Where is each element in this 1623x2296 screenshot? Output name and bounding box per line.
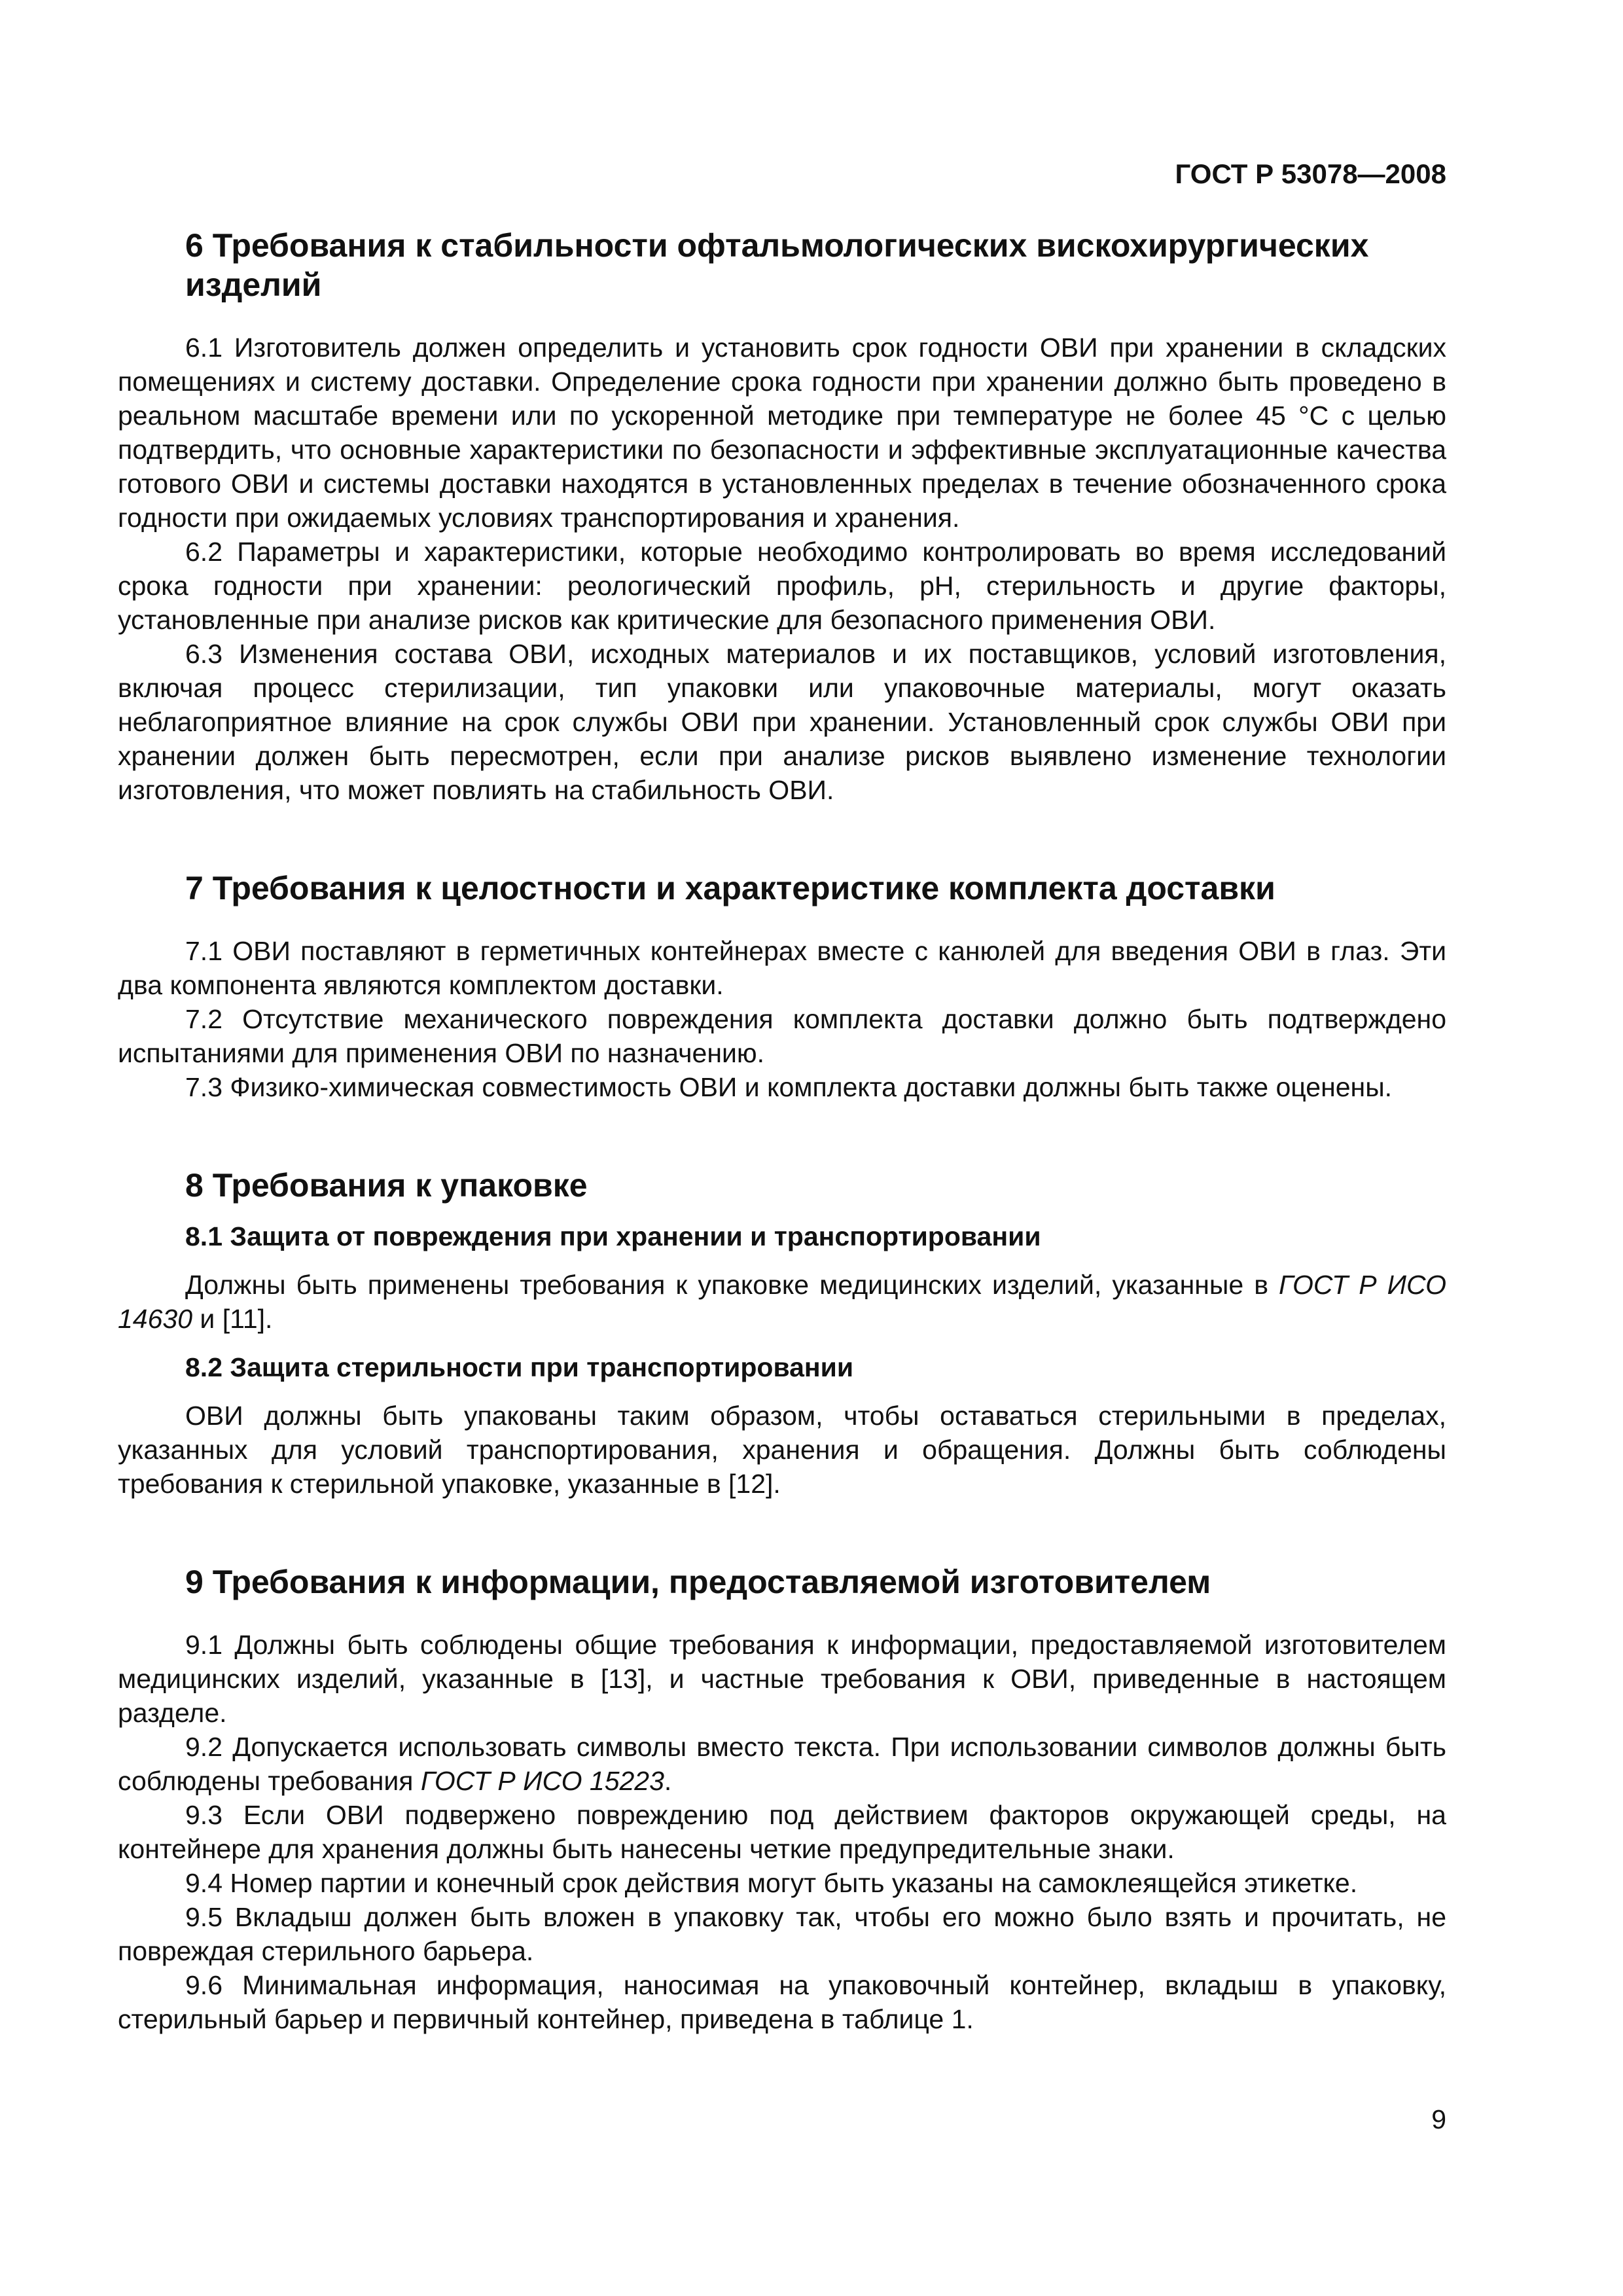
paragraph-7-3: 7.3 Физико-химическая совместимость ОВИ и комплекта доставки должны быть также оценены.: [185, 1072, 1393, 1102]
paragraph-9-2-text-b: .: [664, 1766, 672, 1796]
paragraph-7-1: 7.1 ОВИ поставляют в герметичных контейнерах вместе с канюлей для введения ОВИ в глаз. Эти два компонента являются комплектом доставки.: [118, 936, 1446, 1000]
paragraph-8-1-text-b: и [11].: [192, 1304, 273, 1334]
paragraph-8-1-text-a: Должны быть применены требования к упаковке медицинских изделий, указанные в: [185, 1270, 1279, 1300]
section-7-title: 7 Требования к целостности и характеристике комплекта доставки: [185, 870, 1275, 906]
paragraph-8-1: [118, 1268, 1446, 1336]
subsection-8-1-title: 8.1 Защита от повреждения при хранении и транспортировании: [185, 1221, 1041, 1251]
paragraph-9-3: 9.3 Если ОВИ подвержено повреждению под действием факторов окружающей среды, на контейнере для хранения должны быть нанесены четкие предупредительные знаки.: [118, 1800, 1446, 1864]
paragraph-7-2: 7.2 Отсутствие механического повреждения комплекта доставки должно быть подтверждено испытаниями для применения ОВИ по назначению.: [118, 1004, 1446, 1068]
standard-code-header: ГОСТ Р 53078—2008: [1175, 158, 1446, 189]
paragraph-6-1: 6.1 Изготовитель должен определить и установить срок годности ОВИ при хранении в складских помещениях и систему доставки. Определение срока годности при хранении должно быть проведено в реальном масштабе времени или по ускоренной методике при температуре не более 45 °С с целью подтвердить, что основные характеристики по безопасности и эффективные эксплуатационные качества готового ОВИ и системы доставки находятся в установленных пределах в течение обозначенного срока годности при ожидаемых условиях транспортирования и хранения.: [118, 332, 1446, 533]
paragraph-9-2: [118, 1730, 1446, 1798]
section-8-title: 8 Требования к упаковке: [185, 1167, 588, 1204]
paragraph-6-2: 6.2 Параметры и характеристики, которые необходимо контролировать во время исследований срока годности при хранении: реологический профиль, рН, стерильность и другие факторы, установленные при анализе рисков как критические для безопасного применения ОВИ.: [118, 537, 1446, 635]
document-body: [118, 226, 1446, 2036]
paragraph-6-3: 6.3 Изменения состава ОВИ, исходных материалов и их поставщиков, условий изготовления, включая процесс стерилизации, тип упаковки или упаковочные материалы, могут оказать неблагоприятное влияние на срок службы ОВИ при хранении. Установленный срок службы ОВИ при хранении должен быть пересмотрен, если при анализе рисков выявлено изменение технологии изготовления, что может повлиять на стабильность ОВИ.: [118, 639, 1446, 805]
subsection-8-2-title: 8.2 Защита стерильности при транспортировании: [185, 1352, 854, 1382]
section-9-title: 9 Требования к информации, предоставляемой изготовителем: [185, 1564, 1211, 1600]
page-number: 9: [1431, 2104, 1446, 2134]
standard-reference-14630: ГОСТ Р ИСО 14630: [118, 1270, 1446, 1334]
paragraph-9-1: 9.1 Должны быть соблюдены общие требования к информации, предоставляемой изготовителем медицинских изделий, указанные в [13], и частные требования к ОВИ, приведенные в настоящем разделе.: [118, 1630, 1446, 1728]
standard-reference-15223: ГОСТ Р ИСО 15223: [420, 1766, 664, 1796]
section-6-title-line2: изделий: [185, 266, 322, 303]
paragraph-8-2: ОВИ должны быть упакованы таким образом, чтобы оставаться стерильными в пределах, указанных для условий транспортирования, хранения и обращения. Должны быть соблюдены требования к стерильной упаковке, указанные в [12].: [118, 1401, 1446, 1499]
paragraph-9-2-text-a: 9.2 Допускается использовать символы вместо текста. При использовании символов должны быть соблюдены требования: [118, 1732, 1446, 1796]
paragraph-9-6: 9.6 Минимальная информация, наносимая на упаковочный контейнер, вкладыш в упаковку, стерильный барьер и первичный контейнер, приведена в таблице 1.: [118, 1970, 1446, 2034]
section-6-title-line1: 6 Требования к стабильности офтальмологических вискохирургических: [185, 227, 1369, 264]
section-6-title: [118, 226, 1446, 304]
paragraph-9-5: 9.5 Вкладыш должен быть вложен в упаковку так, чтобы его можно было взять и прочитать, не повреждая стерильного барьера.: [118, 1902, 1446, 1966]
paragraph-9-4: 9.4 Номер партии и конечный срок действия могут быть указаны на самоклеящейся этикетке.: [185, 1868, 1358, 1898]
